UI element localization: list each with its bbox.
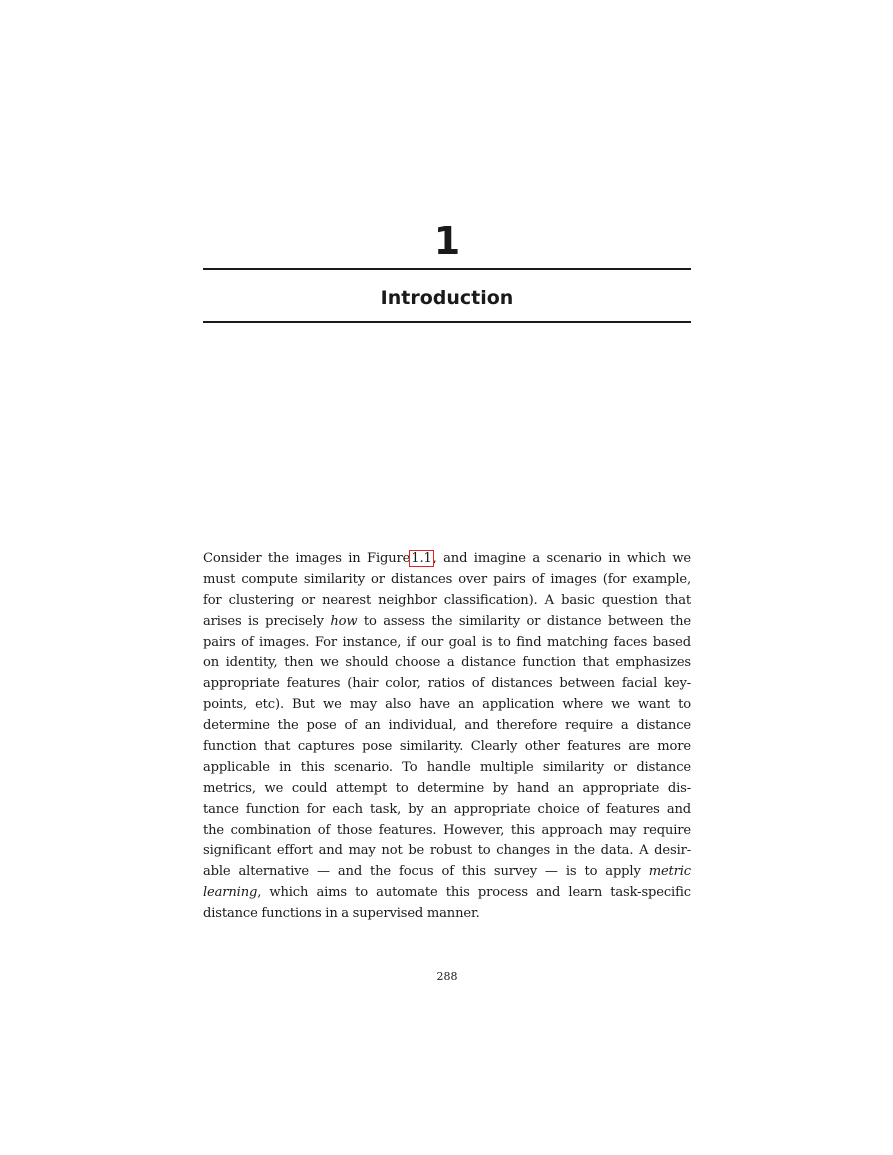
paragraph-line: pairs of images. For instance, if our goal is to find matching faces based [203,634,691,650]
paragraph-line: function that captures pose similarity. Clearly other features are more [203,739,691,755]
paragraph-line: arises is precisely how to assess the similarity or distance between the [203,613,691,629]
paragraph-line: able alternative — and the focus of this survey — is to apply metric [203,864,691,880]
figure-reference-link[interactable]: 1.1 [411,551,432,566]
chapter-rule-bottom [203,321,691,323]
chapter-title: Introduction [380,287,514,309]
emphasis-how: how [330,613,358,629]
paragraph-line: for clustering or nearest neighbor classification). A basic question that [203,592,691,608]
paragraph-line: Consider the images in Figure1.1, and imagine a scenario in which we [203,551,691,566]
paragraph-line: on identity, then we should choose a distance function that emphasizes [203,655,691,671]
chapter-rule-top [203,268,691,270]
paragraph-line: the combination of those features. However, this approach may require [203,822,691,838]
paragraph-line: appropriate features (hair color, ratios of distances between facial key- [203,676,691,692]
emphasis-learning: learning [203,885,258,901]
paragraph-line: significant effort and may not be robust to changes in the data. A desir- [203,843,691,859]
paragraph-line: distance functions in a supervised manner. [203,906,480,922]
chapter-number: 1 [433,219,461,263]
intro-paragraph [203,549,691,925]
paragraph-line: applicable in this scenario. To handle multiple similarity or distance [203,759,691,775]
paragraph-line: determine the pose of an individual, and therefore require a distance [203,718,691,734]
paragraph-line: must compute similarity or distances over pairs of images (for example, [203,571,691,587]
paragraph-line: tance function for each task, by an appropriate choice of features and [203,801,691,817]
paragraph-line: metrics, we could attempt to determine by hand an appropriate dis- [203,780,691,796]
page-number: 288 [436,970,458,983]
paragraph-line: points, etc). But we may also have an application where we want to [203,697,691,713]
emphasis-metric: metric [648,864,691,880]
paragraph-line: learning, which aims to automate this process and learn task-specific [203,885,691,901]
